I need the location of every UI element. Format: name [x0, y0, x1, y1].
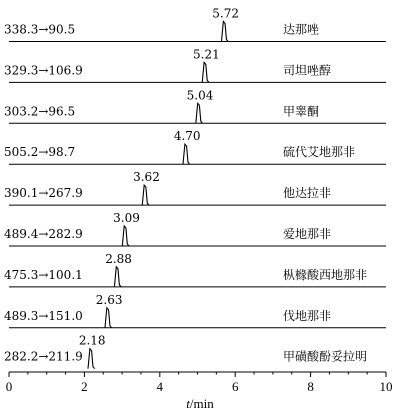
series-name-label: 甲磺酸酚妥拉明	[283, 349, 368, 364]
peak-rt-label: 3.09	[113, 211, 140, 225]
trace-row	[4, 88, 386, 123]
peak-mark	[183, 144, 190, 164]
series-name-label: 司坦唑醇	[283, 63, 332, 78]
peak-mark	[88, 349, 95, 369]
trace-row	[4, 129, 386, 164]
transition-label: 329.3→106.9	[4, 63, 83, 78]
trace-row	[4, 252, 386, 287]
peak-mark	[114, 267, 121, 287]
peak-rt-label: 4.70	[173, 129, 201, 144]
peak-mark	[202, 62, 209, 82]
transition-label: 489.4→282.9	[4, 227, 83, 241]
x-tick-label: 8	[307, 379, 314, 394]
transition-label: 303.2→96.5	[4, 104, 76, 119]
peak-rt-label: 5.72	[212, 6, 240, 21]
traces-group	[4, 7, 386, 369]
x-axis-title: t/min	[186, 396, 214, 411]
trace-row	[4, 293, 386, 328]
transition-label: 390.1→267.9	[4, 186, 83, 201]
series-name-label: 甲睾酮	[283, 104, 320, 119]
trace-row	[4, 170, 386, 205]
series-name-label: 达那唑	[283, 22, 320, 37]
peak-mark	[142, 185, 149, 205]
peak-mark	[122, 226, 129, 246]
x-tick-label: 6	[231, 379, 239, 394]
series-name-label: 硫代艾地那非	[283, 145, 356, 160]
series-name-label: 爱地那非	[283, 227, 332, 241]
peak-mark	[221, 22, 228, 42]
x-tick-label: 10	[379, 379, 393, 394]
transition-label: 489.3→151.0	[4, 308, 83, 323]
transition-label: 338.3→90.5	[4, 22, 76, 37]
transition-label: 475.3→100.1	[4, 267, 83, 282]
series-name-label: 他达拉非	[283, 186, 332, 201]
peak-rt-label: 2.18	[78, 333, 106, 348]
series-name-label: 伐地那非	[283, 308, 332, 323]
trace-row	[4, 7, 386, 42]
peak-mark	[196, 103, 203, 123]
peak-rt-label: 2.88	[105, 251, 132, 266]
transition-label: 282.2→211.9	[4, 349, 83, 364]
trace-row	[4, 334, 367, 369]
peak-rt-label: 5.21	[193, 47, 220, 62]
x-tick-label: 4	[156, 379, 164, 394]
peak-rt-label: 2.63	[95, 292, 123, 307]
x-tick-label: 0	[5, 379, 13, 394]
transition-label: 505.2→98.7	[4, 145, 76, 160]
trace-row	[4, 47, 386, 82]
trace-row	[4, 211, 386, 246]
peak-rt-label: 3.62	[133, 170, 160, 185]
peak-mark	[105, 308, 112, 328]
x-tick-label: 2	[81, 379, 88, 394]
series-name-label: 枞橼酸西地那非	[283, 267, 368, 282]
x-axis	[6, 372, 393, 411]
peak-rt-label: 5.04	[186, 88, 214, 103]
